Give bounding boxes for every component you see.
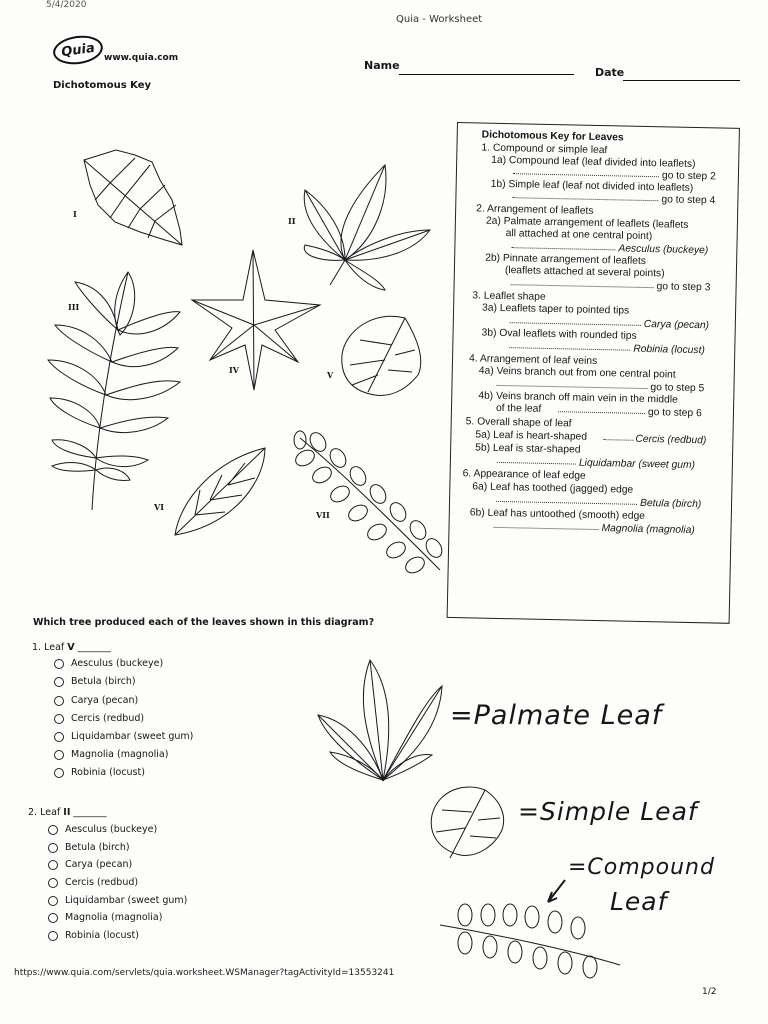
leader-dots xyxy=(509,347,630,351)
leader-dots xyxy=(512,197,658,201)
radio-button[interactable] xyxy=(48,825,58,835)
key-step-3b: 3b) Oval leaflets with rounded tips xyxy=(481,327,637,342)
key-step-6a-result: Betula (birch) xyxy=(639,497,702,511)
leader-dots xyxy=(496,501,637,505)
leaf-sweetgum-drawing xyxy=(192,250,320,390)
key-step-2b-result: go to step 3 xyxy=(656,281,711,294)
option-label: Liquidambar (sweet gum) xyxy=(71,731,194,742)
annotation-simple: =Simple Leaf xyxy=(518,797,698,826)
leaf-locust-drawing xyxy=(293,430,445,576)
radio-button[interactable] xyxy=(48,896,58,906)
key-step-4b-result: go to step 6 xyxy=(647,407,702,420)
q1-option-cercis[interactable] xyxy=(54,713,144,724)
key-step-1b-result: go to step 4 xyxy=(661,194,716,207)
logo-url: www.quia.com xyxy=(104,53,179,63)
option-label: Aesculus (buckeye) xyxy=(65,824,158,835)
question-2-leaf: II xyxy=(63,807,71,818)
print-date: 5/4/2020 xyxy=(46,0,87,10)
radio-button[interactable] xyxy=(54,714,64,724)
question-1-label xyxy=(32,642,111,653)
key-step-2b: 2b) Pinnate arrangement of leaflets xyxy=(485,252,647,267)
q2-option-cercis[interactable] xyxy=(48,877,138,888)
key-step-2a: 2a) Palmate arrangement of leaflets (leaflets xyxy=(485,215,689,231)
option-label: Liquidambar (sweet gum) xyxy=(65,895,188,906)
key-step-1b: 1b) Simple leaf (leaf not divided into leaflets) xyxy=(490,178,694,194)
key-step-3b-result: Robinia (locust) xyxy=(633,343,705,357)
radio-button[interactable] xyxy=(54,677,64,687)
radio-button[interactable] xyxy=(48,878,58,888)
leaf-label-7: VII xyxy=(316,510,330,520)
key-step-1a-result: go to step 2 xyxy=(661,170,716,183)
q1-option-betula[interactable] xyxy=(54,676,136,687)
option-label: Carya (pecan) xyxy=(71,695,139,706)
question-1-number: 1. xyxy=(32,642,42,653)
question-1-prefix: Leaf xyxy=(44,642,65,653)
leader-dots xyxy=(603,439,633,441)
leader-dots xyxy=(497,462,576,465)
leaf-label-2: II xyxy=(288,216,296,226)
key-step-3a: 3a) Leaflets taper to pointed tips xyxy=(481,302,630,317)
q2-option-liquidambar[interactable] xyxy=(48,895,187,906)
leaf-magnolia-drawing xyxy=(175,448,265,535)
radio-button[interactable] xyxy=(48,843,58,853)
annotation-palmate-drawing xyxy=(318,660,442,780)
q1-option-robinia[interactable] xyxy=(54,767,145,778)
name-label: Name xyxy=(364,59,400,72)
annotation-compound-drawing xyxy=(440,880,620,978)
key-step-2b-cont: (leaflets attached at several points) xyxy=(504,265,665,280)
option-label: Cercis (redbud) xyxy=(65,877,139,888)
q2-option-betula[interactable] xyxy=(48,842,130,853)
key-step-5b-result: Liquidambar (sweet gum) xyxy=(578,457,696,472)
key-step-1a: 1a) Compound leaf (leaf divided into leaflets) xyxy=(491,154,696,171)
leaf-redbud-drawing xyxy=(342,316,421,395)
annotation-palmate: =Palmate Leaf xyxy=(450,700,663,731)
leader-dots xyxy=(558,411,645,414)
radio-button[interactable] xyxy=(48,913,58,923)
key-step-6: 6. Appearance of leaf edge xyxy=(462,468,586,482)
key-step-4a-result: go to step 5 xyxy=(650,382,705,395)
question-prompt: Which tree produced each of the leaves shown in this diagram? xyxy=(33,617,375,628)
question-2-prefix: Leaf xyxy=(40,807,61,818)
option-label: Carya (pecan) xyxy=(65,859,133,870)
key-step-3a-result: Carya (pecan) xyxy=(643,318,710,332)
key-step-6a: 6a) Leaf has toothed (jagged) edge xyxy=(472,481,634,496)
dichotomous-key-box xyxy=(447,122,740,624)
q2-option-magnolia[interactable] xyxy=(48,912,162,923)
footer-url: https://www.quia.com/servlets/quia.worksheet.WSManager?tagActivityId=13553241 xyxy=(14,968,395,978)
leader-dots xyxy=(496,385,647,389)
leaf-label-1: I xyxy=(73,209,77,219)
q1-option-liquidambar[interactable] xyxy=(54,731,193,742)
page-heading: Dichotomous Key xyxy=(53,80,152,91)
leaf-birch-drawing xyxy=(84,150,182,245)
key-step-5b: 5b) Leaf is star-shaped xyxy=(475,442,581,456)
key-step-4: 4. Arrangement of leaf veins xyxy=(468,353,598,367)
page-number: 1/2 xyxy=(702,987,717,997)
leader-dots xyxy=(511,247,615,250)
option-label: Aesculus (buckeye) xyxy=(71,658,164,669)
annotation-compound-1: =Compound xyxy=(568,855,715,880)
radio-button[interactable] xyxy=(54,696,64,706)
date-label: Date xyxy=(595,66,625,79)
leaf-label-6: VI xyxy=(154,502,164,512)
logo-text: Quia xyxy=(60,40,96,60)
key-step-5a-result: Cercis (redbud) xyxy=(635,433,707,447)
print-title: Quia - Worksheet xyxy=(396,14,483,25)
key-step-6b-result: Magnolia (magnolia) xyxy=(601,523,695,537)
radio-button[interactable] xyxy=(54,750,64,760)
radio-button[interactable] xyxy=(54,659,64,669)
q2-option-aesculus[interactable] xyxy=(48,824,157,835)
key-step-1: 1. Compound or simple leaf xyxy=(481,142,608,157)
option-label: Robinia (locust) xyxy=(71,767,145,778)
option-label: Cercis (redbud) xyxy=(71,713,145,724)
key-step-4b: 4b) Veins branch off main vein in the middle xyxy=(478,390,678,406)
question-1-leaf: V xyxy=(67,642,75,653)
q1-option-aesculus[interactable] xyxy=(54,658,163,669)
annotation-compound-2: Leaf xyxy=(610,887,668,916)
radio-button[interactable] xyxy=(54,768,64,778)
leader-dots xyxy=(513,173,659,177)
leader-dots xyxy=(510,322,641,326)
option-label: Robinia (locust) xyxy=(65,930,139,941)
key-step-2: 2. Arrangement of leaflets xyxy=(476,203,594,217)
option-label: Magnolia (magnolia) xyxy=(65,912,163,923)
option-label: Betula (birch) xyxy=(65,842,130,853)
question-2-blank[interactable]: _______ xyxy=(73,807,107,818)
radio-button[interactable] xyxy=(48,931,58,941)
key-step-5: 5. Overall shape of leaf xyxy=(465,416,572,430)
annotation-simple-drawing xyxy=(431,787,503,858)
key-step-3: 3. Leaflet shape xyxy=(472,290,546,303)
q2-option-carya[interactable] xyxy=(48,859,132,870)
key-step-6b: 6b) Leaf has untoothed (smooth) edge xyxy=(469,507,646,523)
radio-button[interactable] xyxy=(48,860,58,870)
leader-dots xyxy=(494,527,599,530)
leaf-label-3: III xyxy=(68,302,80,312)
option-label: Betula (birch) xyxy=(71,676,136,687)
leader-dots xyxy=(511,284,654,288)
key-step-2a-result: Aesculus (buckeye) xyxy=(618,243,709,257)
leaf-label-4: IV xyxy=(229,365,239,375)
key-title: Dichotomous Key for Leaves xyxy=(481,129,624,144)
key-step-4a: 4a) Veins branch out from one central point xyxy=(478,365,676,381)
q1-option-carya[interactable] xyxy=(54,695,138,706)
q1-option-magnolia[interactable] xyxy=(54,749,168,760)
question-2-number: 2. xyxy=(28,807,38,818)
key-step-5a: 5a) Leaf is heart-shaped xyxy=(475,429,588,443)
leaf-buckeye-drawing xyxy=(304,165,430,290)
key-step-4b-cont: of the leaf xyxy=(495,402,542,415)
question-2-label xyxy=(28,807,107,818)
key-step-2a-cont: all attached at one central point) xyxy=(505,228,653,243)
leaf-label-5: V xyxy=(327,370,334,380)
q2-option-robinia[interactable] xyxy=(48,930,139,941)
option-label: Magnolia (magnolia) xyxy=(71,749,169,760)
radio-button[interactable] xyxy=(54,732,64,742)
question-1-blank[interactable]: _______ xyxy=(77,642,111,653)
